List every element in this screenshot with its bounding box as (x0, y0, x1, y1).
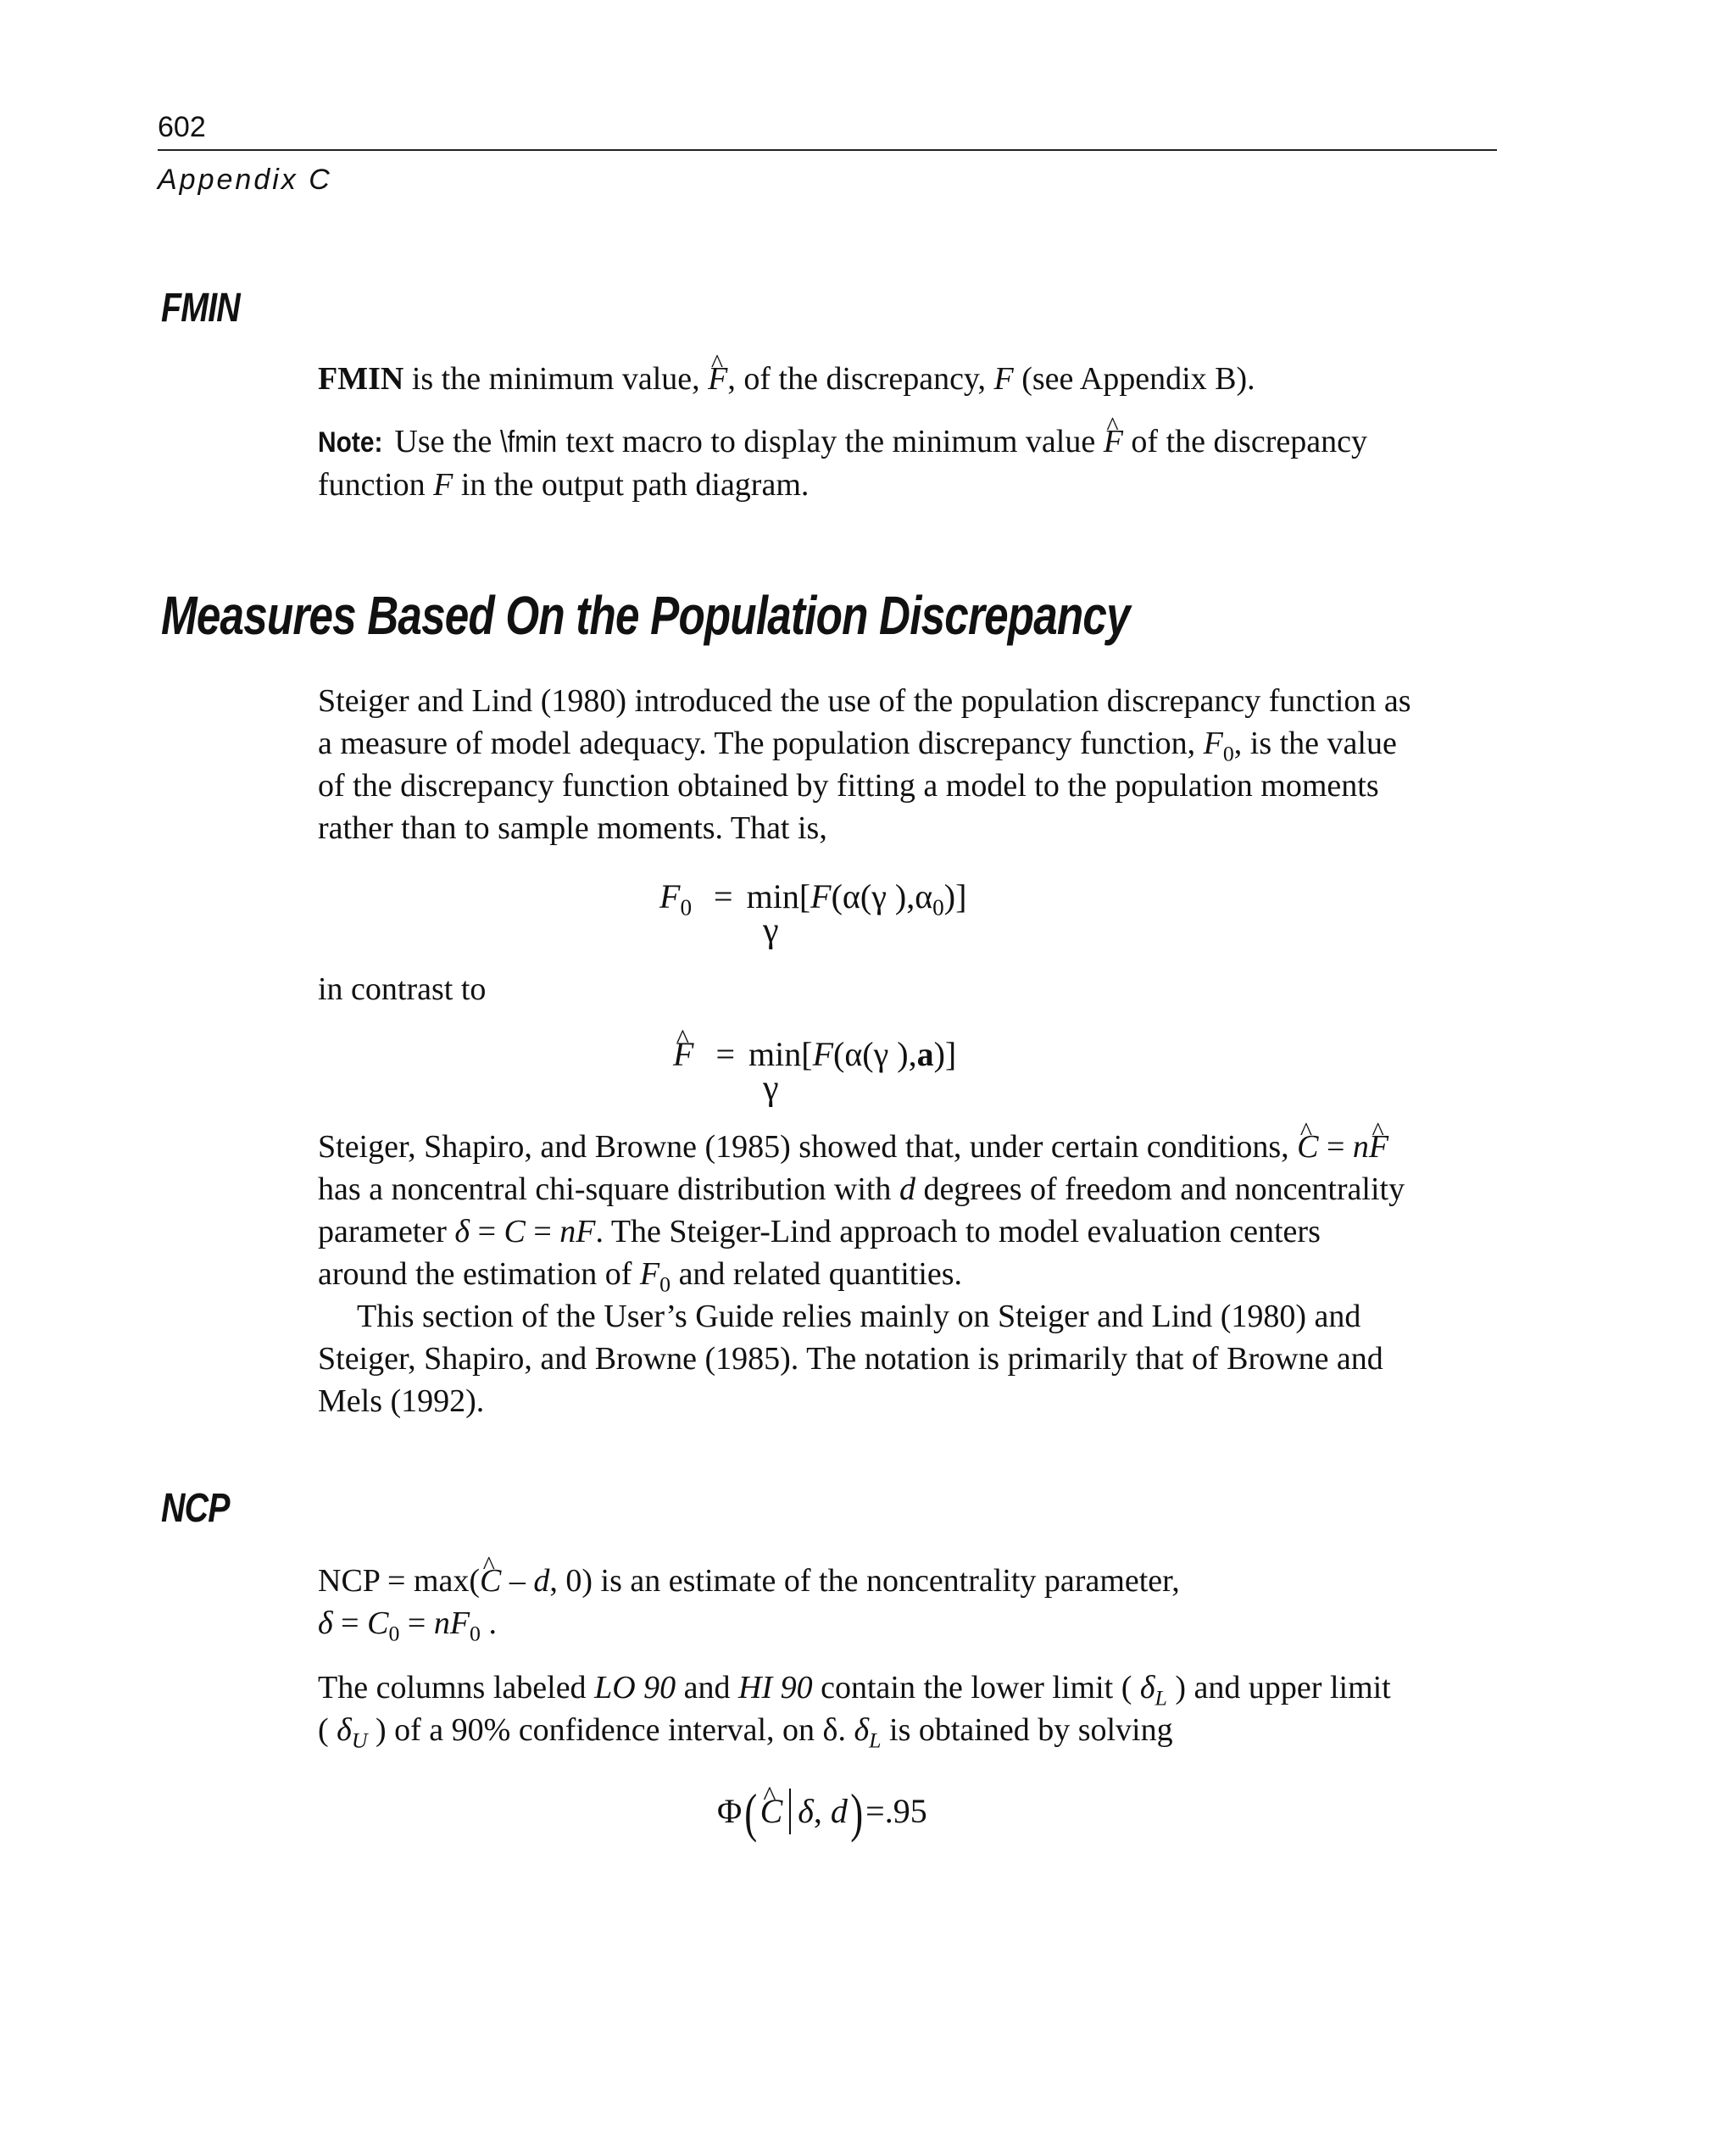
text-run: . (480, 1605, 497, 1641)
eq-min-operator: min (746, 877, 799, 915)
equation-gamma-subscript: γ (763, 1069, 779, 1108)
ncp-confidence-paragraph (318, 1666, 1505, 1751)
eq-lhs: F (659, 877, 681, 915)
subscript: U (351, 1728, 368, 1753)
d-symbol: d (899, 1171, 915, 1207)
text-run: Use the (386, 424, 500, 459)
conditional-bar (789, 1789, 791, 1834)
text-run: has a noncentral chi-square distribution with (318, 1171, 899, 1207)
eq-bracket: )] (943, 877, 967, 915)
text-run: ) of a 90% confidence interval, on δ. (367, 1712, 854, 1748)
equation-gamma-subscript: γ (763, 911, 779, 950)
page-number: 602 (158, 111, 206, 143)
nf-symbol: nF (433, 1605, 470, 1641)
fmin-macro: \fmin (499, 424, 558, 459)
c-symbol: C (367, 1605, 389, 1641)
text-run: max( (413, 1563, 481, 1599)
lo90-label: LO 90 (594, 1670, 676, 1705)
steiger-shapiro-paragraph (318, 1126, 1505, 1422)
text-run: NCP (318, 1563, 380, 1599)
subscript: 0 (1222, 741, 1234, 766)
text-run: in the output path diagram. (453, 467, 810, 503)
eq-bracket: )] (933, 1035, 957, 1073)
text-run: a measure of model adequacy. The population discrepancy function, (318, 726, 1204, 761)
text-run: = (332, 1605, 368, 1641)
f0-symbol: F (1203, 726, 1223, 761)
text-line: Mels (1992). (318, 1383, 485, 1419)
text-run: , is the value (1233, 726, 1397, 761)
eq-rhs: =.95 (865, 1792, 927, 1830)
header-divider (158, 149, 1497, 151)
text-run: – (501, 1563, 534, 1599)
c-hat-symbol: ^ C (480, 1560, 501, 1602)
f-symbol: F (993, 361, 1014, 397)
text-line: Steiger, Shapiro, and Browne (1985). The notation is primarily that of Browne and (318, 1341, 1383, 1377)
text-run: contain the lower limit ( (812, 1670, 1140, 1705)
text-run: , of the discrepancy, (727, 361, 994, 397)
text-run: degrees of freedom and noncentrality (915, 1171, 1405, 1207)
eq-paren: ) (850, 1783, 863, 1843)
d-symbol: d (830, 1792, 848, 1830)
text-run: = (1318, 1129, 1353, 1165)
f0-symbol: F (639, 1256, 660, 1292)
text-run: is obtained by solving (881, 1712, 1173, 1748)
equation-f0 (659, 876, 967, 921)
eq-lhs: ^ F (673, 1034, 693, 1075)
delta-symbol: δ (318, 1605, 333, 1641)
ncp-definition (318, 1560, 1505, 1644)
subscript: 0 (932, 894, 944, 921)
delta-symbol: δ (798, 1792, 814, 1830)
eq-f: F (810, 877, 832, 915)
text-run: , 0) is an estimate of the noncentrality parameter, (549, 1563, 1180, 1599)
text-run: and (676, 1670, 739, 1705)
eq-bracket: [ (798, 877, 811, 915)
text-run: = (470, 1214, 504, 1249)
n-symbol: n (1352, 1129, 1369, 1165)
text-run: ) and upper limit (1166, 1670, 1391, 1705)
text-run: is the minimum value, (403, 361, 709, 397)
contrast-text (318, 968, 1505, 1010)
text-run: and related quantities. (670, 1256, 963, 1292)
subscript: L (869, 1728, 882, 1753)
c-symbol: C (504, 1214, 526, 1249)
section-heading-measures: Measures Based On the Population Discrepancy (161, 585, 1130, 646)
text-run: (see Appendix B). (1013, 361, 1255, 397)
text-line: rather than to sample moments. That is, (318, 810, 827, 846)
section-heading-fmin: FMIN (161, 286, 240, 331)
hi90-label: HI 90 (738, 1670, 813, 1705)
eq-min-operator: min (748, 1035, 802, 1073)
eq-equals: = (715, 1035, 735, 1073)
text-run: = (379, 1563, 414, 1599)
fmin-definition (318, 358, 1505, 400)
nf-symbol: nF (559, 1214, 596, 1249)
text-line: of the discrepancy function obtained by fitting a model to the population moments (318, 768, 1379, 804)
f-hat-symbol: ^ F (708, 358, 727, 400)
running-header: Appendix C (158, 164, 332, 196)
fmin-note (318, 420, 1505, 506)
eq-comma: , (813, 1792, 831, 1830)
text-run: = (525, 1214, 560, 1249)
text-run: of the discrepancy (1122, 424, 1367, 459)
text-run: parameter (318, 1214, 455, 1249)
note-label: Note: (318, 426, 383, 459)
subscript: 0 (680, 894, 693, 921)
delta-symbol: δ (1139, 1670, 1155, 1705)
delta-symbol: δ (337, 1712, 352, 1748)
subscript: 0 (659, 1271, 671, 1297)
text-run: function (318, 467, 434, 503)
text-run: = (399, 1605, 434, 1641)
delta-symbol: δ (454, 1214, 470, 1249)
term-fmin: FMIN (318, 361, 404, 397)
text-run: The columns labeled (318, 1670, 595, 1705)
text-line: This section of the User’s Guide relies mainly on Steiger and Lind (1980) and (357, 1299, 1361, 1334)
d-symbol: d (533, 1563, 550, 1599)
equation-f-hat (673, 1034, 956, 1075)
eq-phi: Φ (717, 1792, 743, 1830)
subscript: 0 (388, 1621, 400, 1646)
subscript: L (1155, 1685, 1167, 1711)
f-symbol: F (433, 467, 453, 503)
eq-f: F (812, 1035, 833, 1073)
c-hat-symbol: ^ C (1297, 1126, 1318, 1168)
eq-args: (α(γ ), (833, 1035, 917, 1073)
equation-phi (717, 1783, 927, 1843)
f-hat-symbol: ^ F (1369, 1126, 1388, 1168)
delta-symbol: δ (854, 1712, 870, 1748)
text-run: text macro to display the minimum value (557, 424, 1104, 459)
section-heading-ncp: NCP (161, 1486, 230, 1531)
eq-args: (α(γ ),α (831, 877, 933, 915)
text-line: in contrast to (318, 971, 487, 1007)
text-line: Steiger and Lind (1980) introduced the use of the population discrepancy function as (318, 683, 1411, 719)
f-hat-symbol: ^ F (1104, 420, 1123, 463)
eq-sample-moments: a (916, 1035, 934, 1073)
text-run: around the estimation of (318, 1256, 640, 1292)
subscript: 0 (470, 1621, 481, 1646)
text-run: Steiger, Shapiro, and Browne (1985) showed that, under certain conditions, (318, 1129, 1298, 1165)
text-run: ( (318, 1712, 337, 1748)
c-hat-symbol: ^ C (760, 1791, 783, 1832)
eq-bracket: [ (801, 1035, 813, 1073)
text-run: . The Steiger-Lind approach to model evaluation centers (595, 1214, 1321, 1249)
eq-equals: = (714, 877, 733, 915)
eq-paren: ( (744, 1783, 758, 1843)
measures-intro-paragraph (318, 680, 1505, 849)
